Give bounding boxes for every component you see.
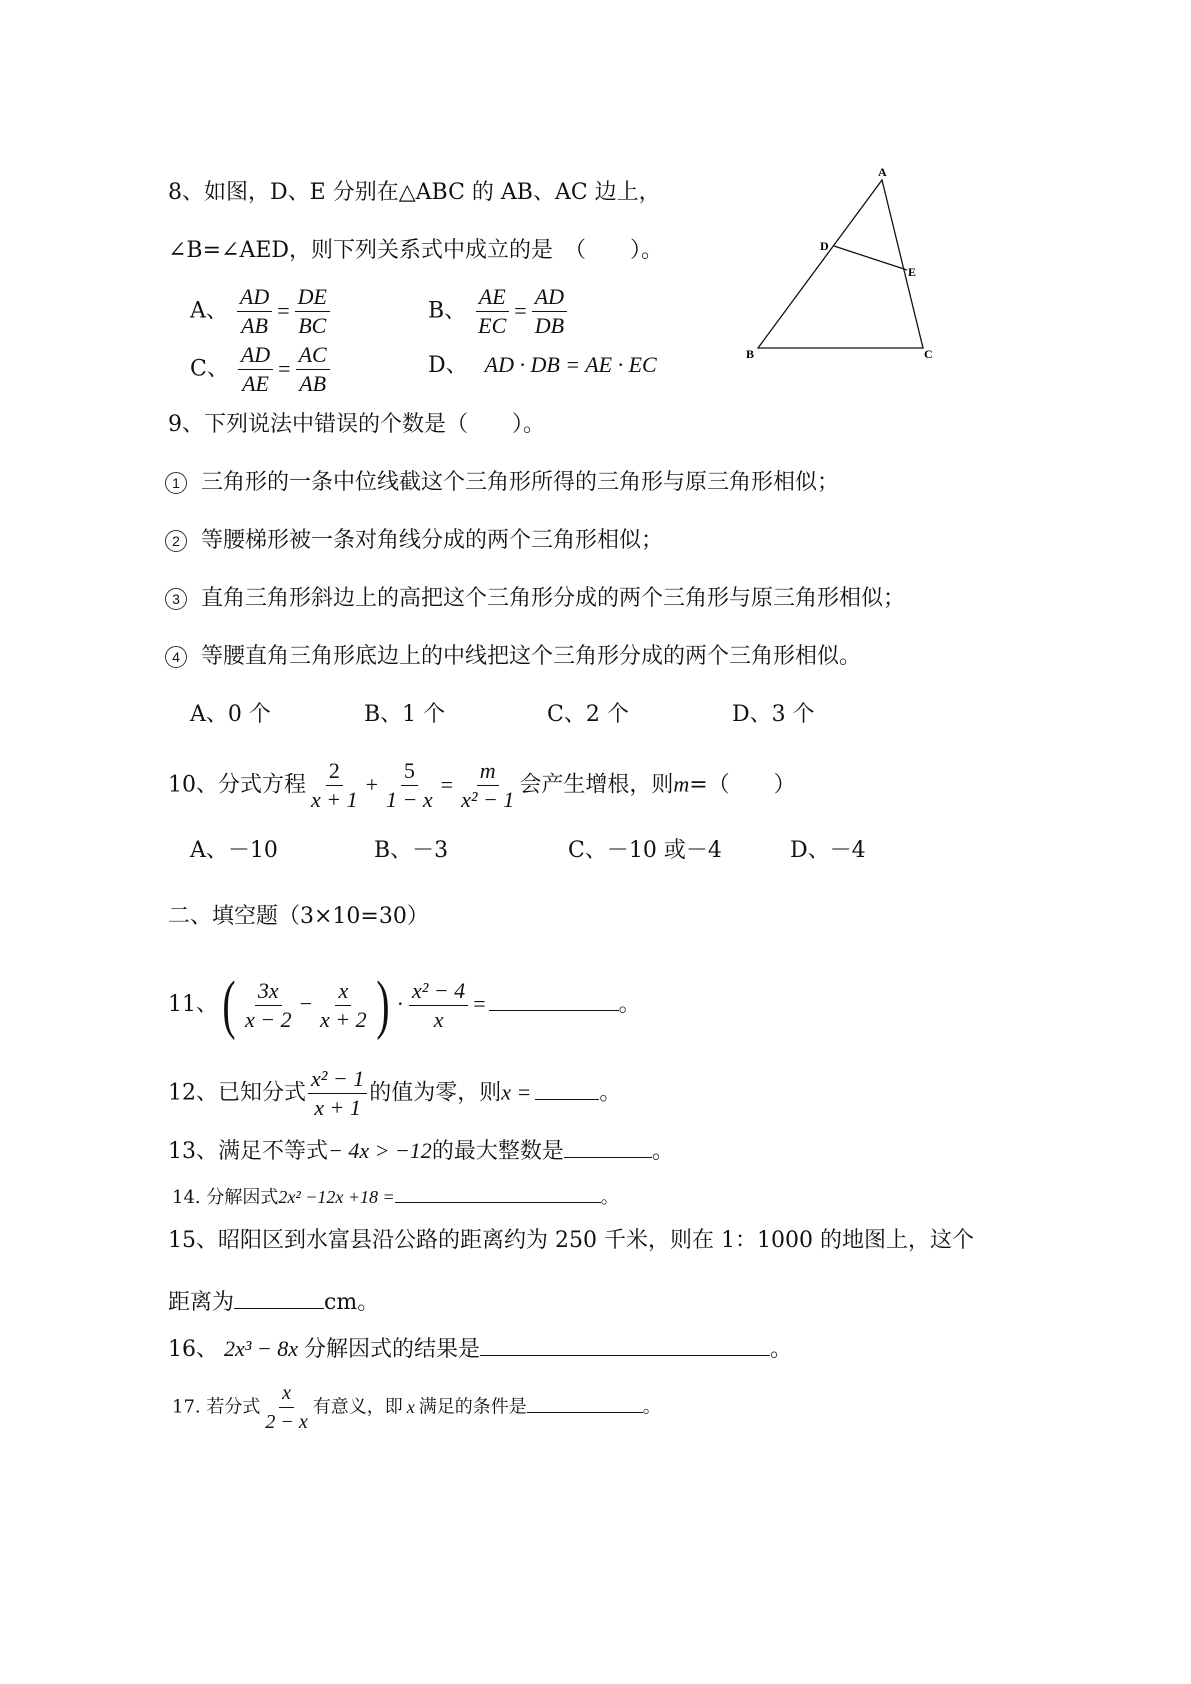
q13-stem: 13、满足不等式− 4x > −12的最大整数是 。 — [168, 1138, 674, 1164]
vertex-c-label: C — [924, 347, 933, 361]
q10-stem: 10、分式方程 $\frac{2}{x + 1}$ + $\frac{5}{1 - x}$ = $\frac{m}{\text{x² − 1}}$ 会产生增根，则m=（ ） — [168, 758, 796, 812]
q12-stem: 12、已知分式 $\frac{\text{x² − 1}}{x + 1}$ 的值为零，则x = 。 — [168, 1066, 622, 1120]
q8-stem-line2: ∠B=∠AED，则下列关系式中成立的是 （ ）。 — [168, 238, 664, 263]
q17-stem: 17. 若分式 $\frac{x}{2 - x}$ 有意义，即 x 满足的条件是 。 — [172, 1382, 661, 1433]
q11-answer-blank[interactable] — [489, 990, 619, 1011]
circled-number-2: 2 — [165, 530, 187, 552]
q9-option-a: A、0 个 — [190, 702, 271, 727]
q15-stem-line1: 15、昭阳区到水富县沿公路的距离约为 250 千米，则在 1：1000 的地图上，这个 — [168, 1228, 974, 1253]
q8-triangle-figure — [740, 160, 950, 365]
segment-de — [834, 246, 907, 270]
q10-option-b: B、－3 — [374, 838, 449, 863]
circled-number-3: 3 — [165, 588, 187, 610]
q8-option-b: B、 $\frac{AE}{EC}$ = $\frac{AD}{DB}$ — [428, 284, 569, 339]
q9-option-b: B、1 个 — [364, 702, 446, 727]
q15-stem-line2: 距离为 cm。 — [168, 1290, 380, 1315]
circled-number-1: 1 — [165, 472, 187, 494]
q11-expression: 11、( $\frac{3x}{x - 2}$ − $\frac{x}{x + 2}$ ) · $\frac{\text{x² − 4}}{x}$ = 。 — [168, 968, 641, 1041]
q9-item-1: 1 三角形的一条中位线截这个三角形所得的三角形与原三角形相似； — [165, 468, 839, 498]
q14-stem: 14. 分解因式2x² −12x +18 = 。 — [172, 1187, 619, 1208]
q13-answer-blank[interactable] — [564, 1137, 652, 1158]
q15-answer-blank[interactable] — [234, 1288, 324, 1309]
q16-answer-blank[interactable] — [480, 1335, 770, 1356]
q12-answer-blank[interactable] — [535, 1079, 599, 1100]
q10-option-c: C、－10 或－4 — [568, 838, 722, 863]
q10-option-d: D、－4 — [790, 838, 866, 863]
q9-item-2: 2 等腰梯形被一条对角线分成的两个三角形相似； — [165, 526, 663, 556]
triangle-abc — [758, 180, 923, 348]
q9-option-d: D、3 个 — [732, 702, 815, 727]
q14-answer-blank[interactable] — [395, 1186, 601, 1203]
q8-option-c: C、 $\frac{AD}{AE}$ = $\frac{AC}{AB}$ — [190, 342, 332, 397]
vertex-d-label: D — [820, 239, 829, 253]
vertex-b-label: B — [746, 347, 755, 361]
q9-option-c: C、2 个 — [547, 702, 629, 727]
q9-item-3: 3 直角三角形斜边上的高把这个三角形分成的两个三角形与原三角形相似； — [165, 584, 905, 614]
q8-stem-line1: 8、如图，D、E 分别在△ABC 的 AB、AC 边上， — [168, 180, 661, 205]
q8-option-a: A、 $\frac{AD}{AB}$ = $\frac{DE}{BC}$ — [190, 284, 332, 339]
q9-stem: 9、下列说法中错误的个数是（ ）。 — [168, 412, 545, 437]
q10-option-a: A、－10 — [190, 838, 278, 863]
circled-number-4: 4 — [165, 646, 187, 668]
q16-stem: 16、 2x³ − 8x 分解因式的结果是 。 — [168, 1336, 793, 1362]
q17-answer-blank[interactable] — [527, 1396, 643, 1413]
q9-item-4: 4 等腰直角三角形底边上的中线把这个三角形分成的两个三角形相似。 — [165, 642, 861, 672]
section-2-heading: 二、填空题（3×10=30） — [168, 904, 429, 929]
q8-option-d: D、 AD · DB = AE · EC — [428, 352, 657, 378]
vertex-a-label: A — [878, 165, 887, 179]
vertex-e-label: E — [908, 265, 917, 279]
